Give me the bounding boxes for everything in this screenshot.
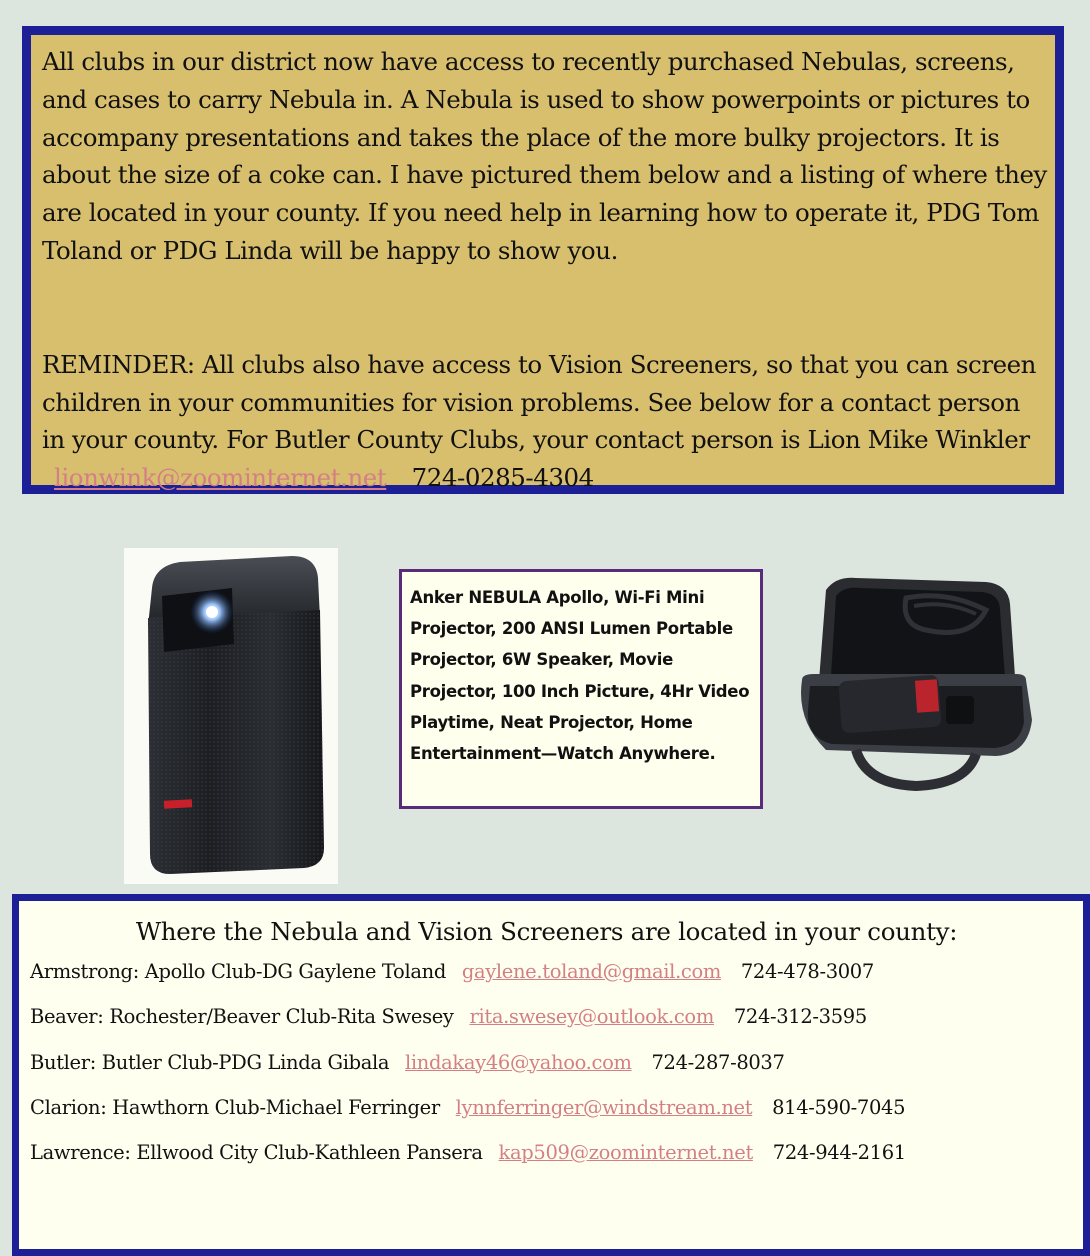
product-description-box [399,569,763,809]
notice-paragraph: All clubs in our district now have access to recently purchased Nebulas, screens, and cases to carry Nebula in. A Nebula is used to show powerpoints or pictures to accompany presentations and takes the place of the more bulky projectors. It is about the size of a coke can. I have pictured them below and a listing of where they are located in your county. If you need help in learning how to operate it, PDG Tom Toland or PDG Linda will be happy to show you. [42,47,1047,265]
location-phone: 724-944-2161 [772,1141,906,1165]
location-text: Armstrong: Apollo Club-DG Gaylene Toland [30,960,446,983]
location-entry [30,1051,1083,1074]
locations-title: Where the Nebula and Vision Screeners are located in your county: [135,917,958,946]
location-text: Lawrence: Ellwood City Club-Kathleen Pansera [30,1141,483,1165]
location-text: Butler: Butler Club-PDG Linda Gibala [30,1050,390,1074]
location-email-link[interactable]: rita.swesey@outlook.com [469,1005,714,1029]
location-phone: 814-590-7045 [772,1095,906,1119]
location-email-link[interactable]: lynnferringer@windstream.net [455,1095,753,1119]
reminder-email-link[interactable]: lionwink@zoominternet.net [54,463,387,493]
location-text: Beaver: Rochester/Beaver Club-Rita Swesey [30,1005,454,1029]
carrying-case-image [796,570,1036,800]
location-phone: 724-287-8037 [651,1050,785,1074]
nebula-projector-image [124,548,338,884]
reminder-paragraph [42,346,1047,497]
location-phone: 724-478-3007 [740,960,874,983]
locations-box [12,894,1090,1256]
product-description: Anker NEBULA Apollo, Wi-Fi Mini Projector, 200 ANSI Lumen Portable Projector, 6W Speaker, Movie Projector, 100 Inch Picture, 4Hr Video Playtime, Neat Projector, Home Entertainment—Watch Anywhere. [410,588,750,764]
location-entry [30,960,1083,983]
location-entry [30,1096,1083,1119]
location-email-link[interactable]: lindakay46@yahoo.com [405,1050,632,1074]
location-entry [30,1005,1083,1028]
reminder-text: REMINDER: All clubs also have access to Vision Screeners, so that you can screen children in your communities for vision problems. See below for a contact person in your county. For Butler County Clubs, your contact person is Lion Mike Winkler [42,349,1037,455]
location-entry [30,1141,1083,1164]
location-phone: 724-312-3595 [733,1005,867,1029]
location-email-link[interactable]: gaylene.toland@gmail.com [461,960,722,983]
locations-list [30,960,1083,1164]
reminder-phone: 724-0285-4304 [411,463,594,493]
paragraph-gap [42,270,1047,346]
location-text: Clarion: Hawthorn Club-Michael Ferringer [30,1095,440,1119]
location-email-link[interactable]: kap509@zoominternet.net [498,1141,753,1165]
notice-box [22,26,1064,494]
